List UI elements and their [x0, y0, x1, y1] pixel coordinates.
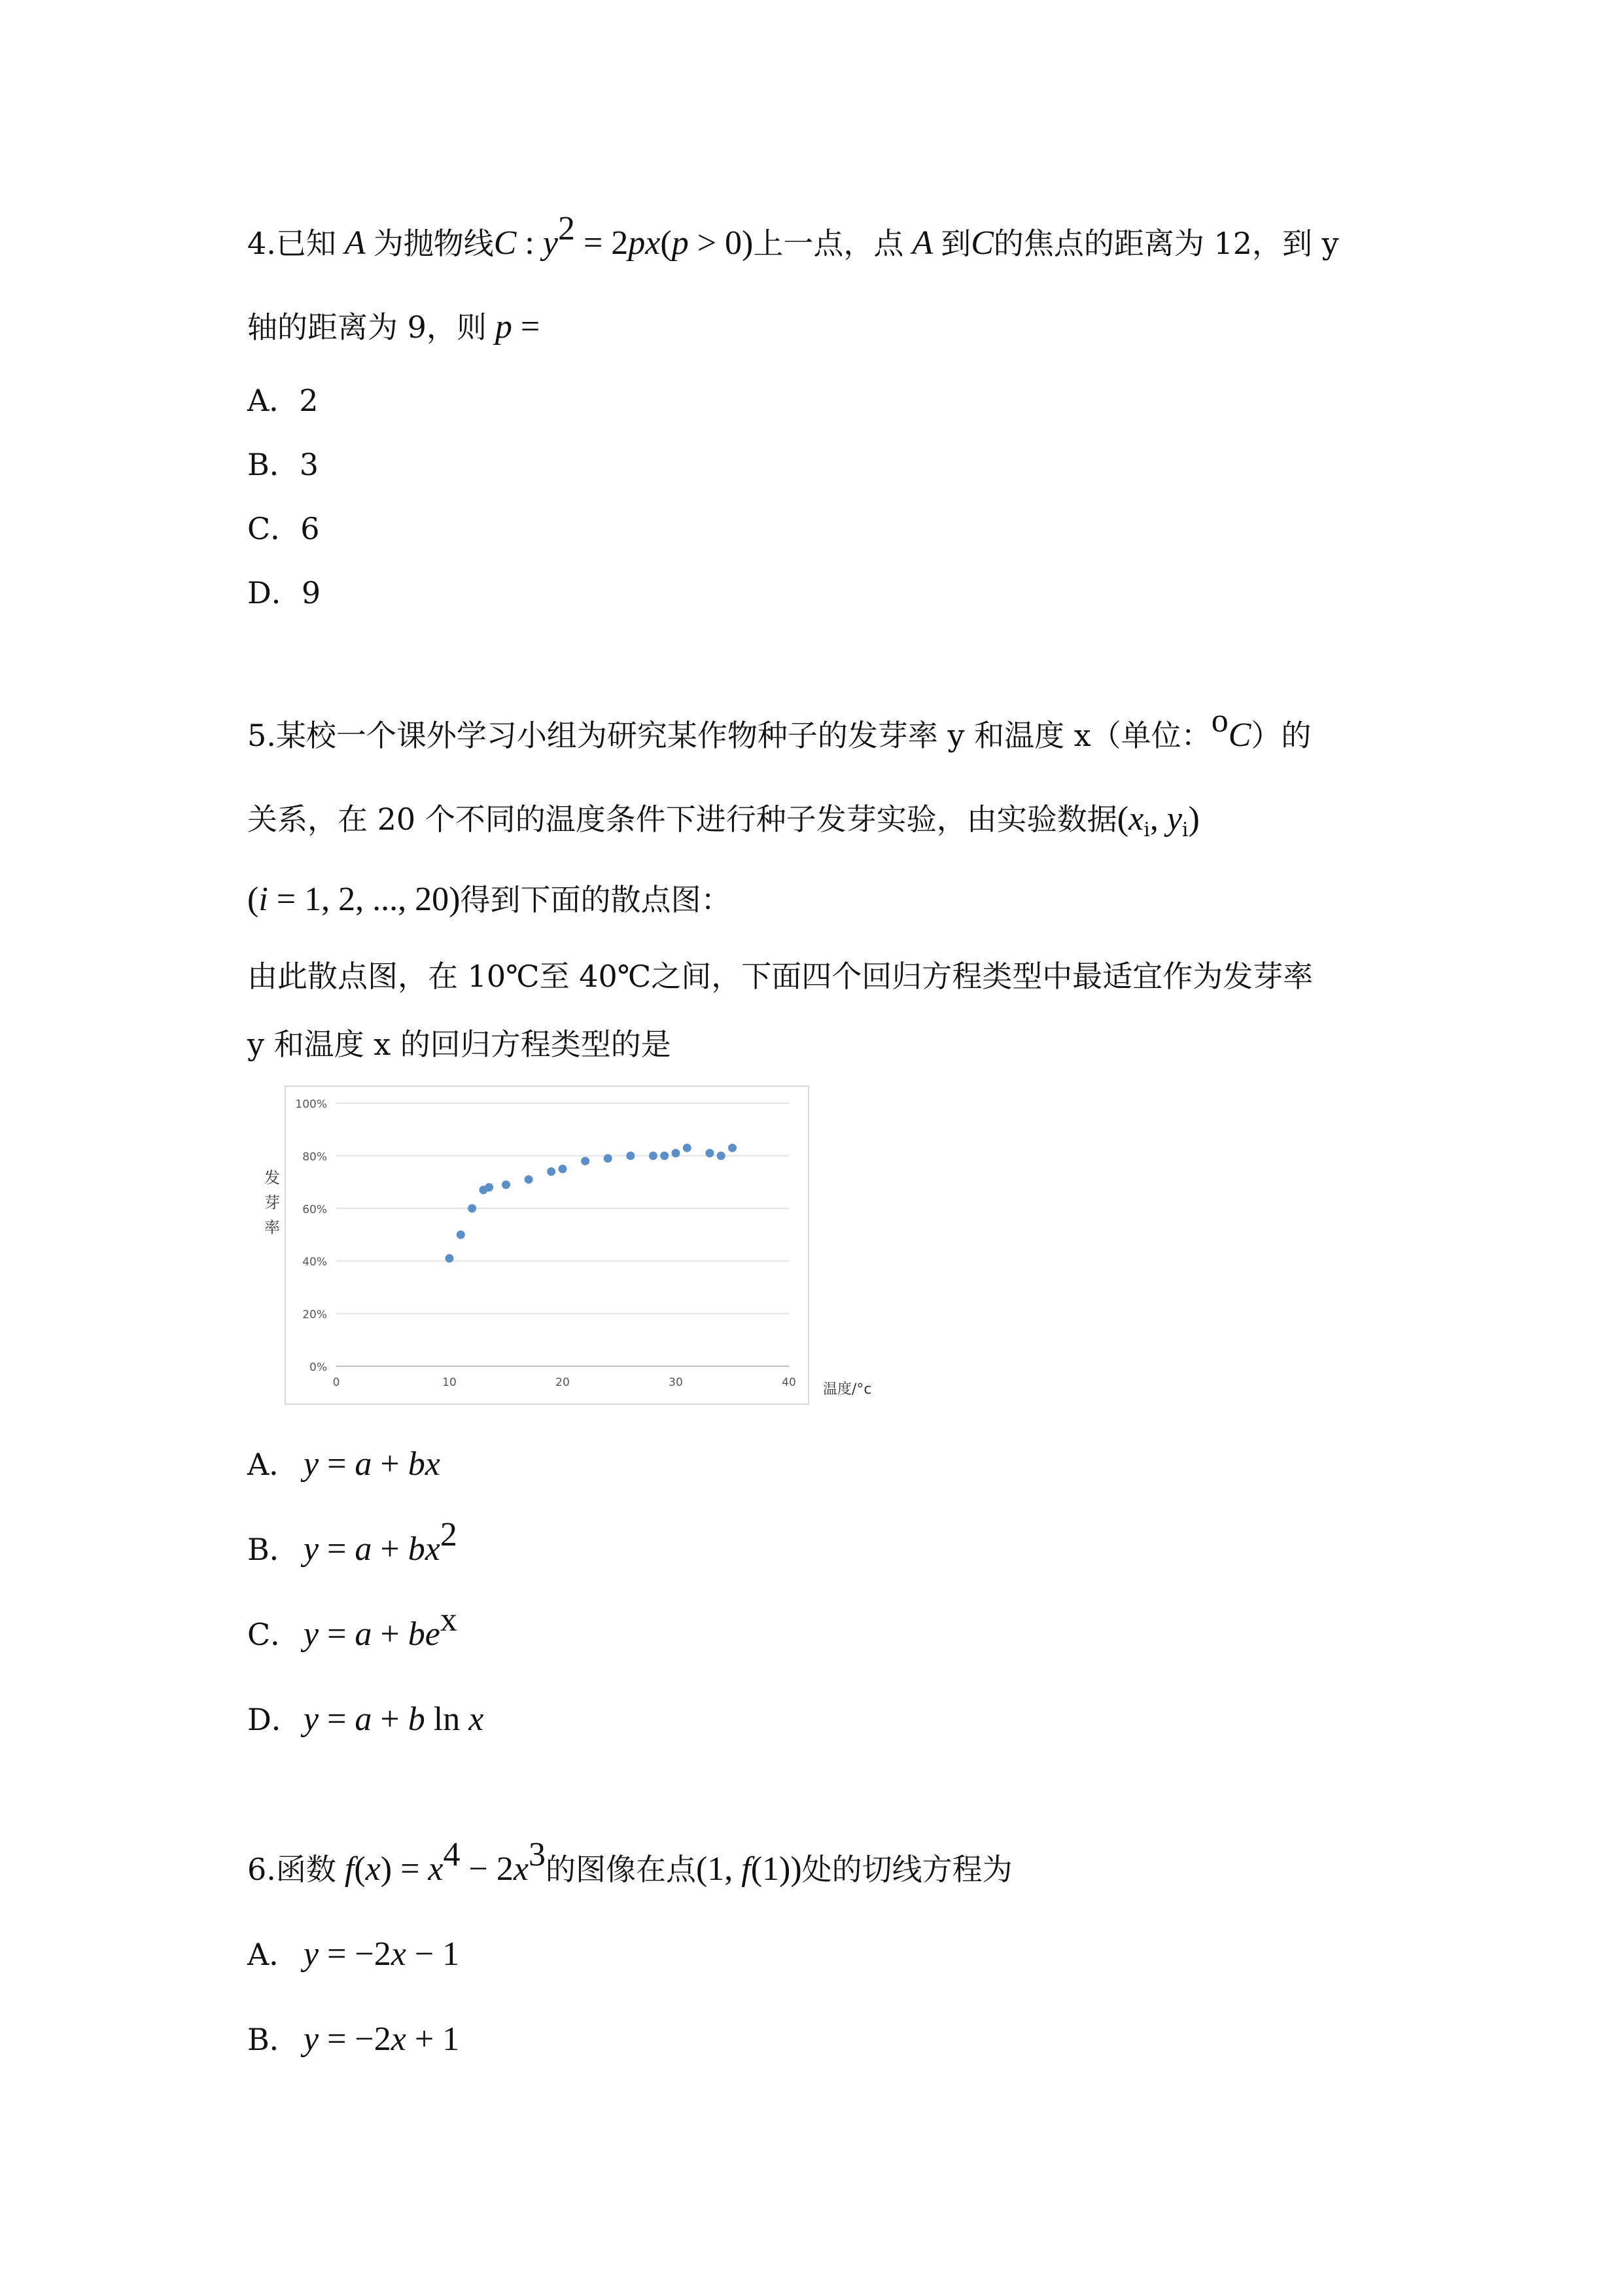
data-point [626, 1152, 635, 1160]
q6-option-b: B． y = −2x + 1 [247, 2021, 460, 2058]
y-tick-label: 40% [302, 1256, 327, 1269]
x-axis-label: 温度/°c [823, 1381, 872, 1398]
data-point [683, 1144, 691, 1152]
data-point [672, 1149, 680, 1157]
y-axis-label-char: 发 [264, 1169, 280, 1187]
data-point [525, 1175, 533, 1184]
q5-option-d: D．y = a + b ln x [247, 1701, 484, 1738]
y-tick-label: 60% [302, 1203, 327, 1216]
y-axis-label-char: 率 [264, 1218, 280, 1237]
q5-line-1: 5.某校一个课外学习小组为研究某作物种子的发芽率 y 和温度 x（单位：$^o$C）的 [247, 702, 1312, 754]
q4-number: 4. [247, 226, 276, 261]
data-point [502, 1180, 510, 1189]
data-point [457, 1231, 465, 1239]
q4-option-c: C．6 [247, 511, 320, 546]
q4-option-a: A．2 [247, 383, 319, 418]
q6-line-1: 6.函数 $f(x) = x^4 - 2x^3$的图像在点(1, f(1))处的切线方程为 [247, 1836, 1013, 1888]
q4-line-2: 轴的距离为 9，则 p = [247, 308, 540, 345]
data-point [468, 1204, 476, 1212]
q4-line-1: 4.已知 A 为抛物线C : $y^2 = 2px(p > 0)$上一点，点 A 到C的焦点的距离为 12，到 y [247, 210, 1339, 262]
data-point [705, 1149, 714, 1157]
data-point [717, 1152, 725, 1160]
x-tick-label: 10 [442, 1376, 457, 1389]
q5-option-c: C．$y = a + be^x$ [247, 1601, 457, 1653]
q4-option-d: D．9 [247, 575, 321, 610]
x-tick-label: 0 [332, 1376, 340, 1389]
y-tick-label: 0% [309, 1361, 327, 1374]
data-point [445, 1254, 454, 1263]
q5-line-3: (i = 1, 2, ..., 20)得到下面的散点图： [247, 881, 731, 918]
scatter-chart [264, 1085, 886, 1412]
data-point [649, 1152, 657, 1160]
x-tick-label: 30 [669, 1376, 683, 1389]
q5-option-a: A． y = a + bx [247, 1445, 440, 1483]
data-point [728, 1144, 737, 1152]
q5-line-2: 关系，在 20 个不同的温度条件下进行种子发芽实验，由实验数据($x_i$, $y_i$) [247, 800, 1200, 841]
data-point [604, 1154, 612, 1163]
data-point [581, 1157, 589, 1165]
data-point [547, 1167, 555, 1176]
data-point [660, 1152, 669, 1160]
q4-option-b: B．3 [247, 447, 319, 482]
q5-line-4: 由此散点图，在 10℃至 40℃之间，下面四个回归方程类型中最适宜作为发芽率 [247, 959, 1314, 994]
q6-option-a: A． y = −2x − 1 [247, 1935, 460, 1973]
y-tick-label: 80% [302, 1150, 327, 1164]
data-point [485, 1183, 493, 1192]
x-tick-label: 40 [782, 1376, 796, 1389]
y-axis-label-char: 芽 [264, 1193, 280, 1212]
y-axis-label [264, 1169, 280, 1237]
y-tick-label: 20% [302, 1308, 327, 1322]
data-point [559, 1165, 567, 1173]
q5-line-5: y 和温度 x 的回归方程类型的是 [247, 1027, 671, 1062]
x-tick-label: 20 [555, 1376, 570, 1389]
y-tick-label: 100% [295, 1098, 327, 1111]
q5-option-b: B． $y = a + bx^2$ [247, 1516, 457, 1568]
chart-frame [285, 1086, 809, 1404]
